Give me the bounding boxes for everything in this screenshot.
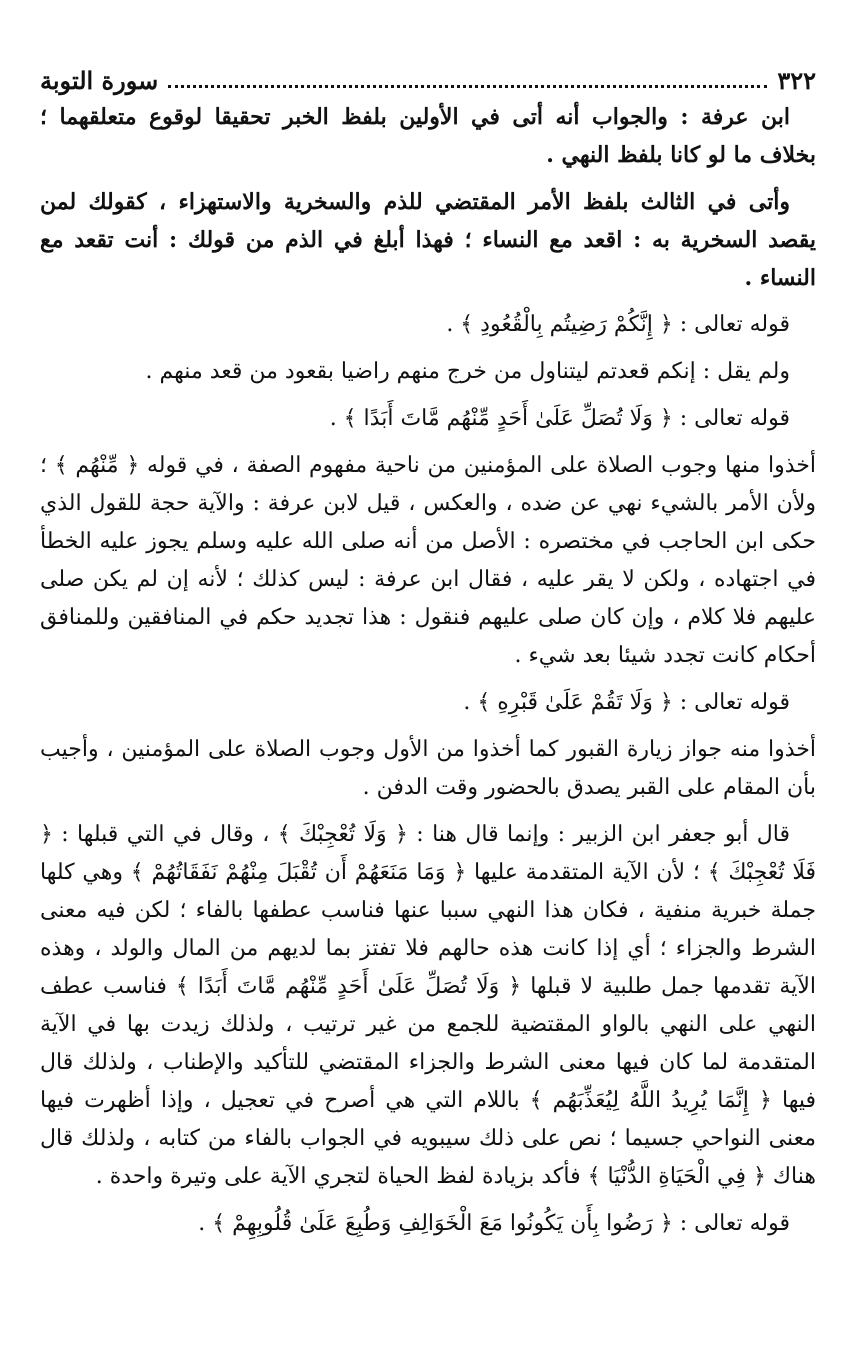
verse-heading: قوله تعالى : ﴿ وَلَا تَقُمْ عَلَىٰ قَبْرِهِ ﴾ . [463, 690, 790, 715]
paragraph: قال أبو جعفر ابن الزبير : وإنما قال هنا : ﴿ وَلَا تُعْجِبْكَ ﴾ ، وقال في التي قبلها : ﴿ فَلَا تُعْجِبْكَ ﴾ ؛ لأن الآية المتقدمة عليها ﴿ وَمَا مَنَعَهُمْ أَن تُقْبَلَ مِنْهُمْ نَفَقَاتُهُمْ ﴾ وهي كلها جملة خبرية منفية ، فكان هذا النهي سببا عنها فناسب عطفها بالفاء ؛ لكن فيه معنى الشرط والجزاء ؛ أي إذا كانت هذه حالهم فلا تفتز بما لديهم من المال والولد ، وهذه الآية تقدمها جمل طلبية لا قبلها ﴿ وَلَا تُصَلِّ عَلَىٰ أَحَدٍ مِّنْهُم مَّاتَ أَبَدًا ﴾ فناسب عطف النهي على النهي بالواو المقتضية للجمع من غير ترتيب ، ولذلك زيدت بها في الآية المتقدمة لما كان فيها معنى الشرط والجزاء المقتضي للتأكيد والإطناب ، ولذلك قال فيها ﴿ إِنَّمَا يُرِيدُ اللَّهُ لِيُعَذِّبَهُم ﴾ باللام التي هي أصرح في تعجيل ، وإذا أظهرت فيها معنى النواحي جسيما ؛ نص على ذلك سيبويه في الجواب بالفاء من كتابه ، ولذلك قال هناك ﴿ فِي الْحَيَاةِ الدُّنْيَا ﴾ فأكد بزيادة لفظ الحياة لتجري الآية على وتيرة واحدة . [40, 822, 816, 1189]
verse-heading: قوله تعالى : ﴿ إِنَّكُمْ رَضِيتُم بِالْقُعُودِ ﴾ . [446, 312, 790, 337]
paragraph: وأتى في الثالث بلفظ الأمر المقتضي للذم والسخرية والاستهزاء ، كقولك لمن يقصد السخرية به : اقعد مع النساء ؛ فهذا أبلغ في الذم من قولك : أنت تقعد مع النساء . [40, 189, 816, 291]
surah-title: سورة التوبة [40, 65, 159, 95]
verse-heading: قوله تعالى : ﴿ رَضُوا بِأَن يَكُونُوا مَعَ الْخَوَالِفِ وَطُبِعَ عَلَىٰ قُلُوبِهِمْ ﴾ . [198, 1211, 790, 1236]
page-number: ٣٢٢ [777, 65, 816, 95]
header-dotted-rule [168, 73, 767, 88]
page-header [40, 62, 816, 98]
verse-heading: قوله تعالى : ﴿ وَلَا تُصَلِّ عَلَىٰ أَحَدٍ مِّنْهُم مَّاتَ أَبَدًا ﴾ . [329, 406, 790, 431]
paragraph: أخذوا منه جواز زيارة القبور كما أخذوا من الأول وجوب الصلاة على المؤمنين ، وأجيب بأن المقام على القبر يصدق بالحضور وقت الدفن . [40, 737, 816, 800]
paragraph: أخذوا منها وجوب الصلاة على المؤمنين من ناحية مفهوم الصفة ، في قوله ﴿ مِّنْهُم ﴾ ؛ ولأن الأمر بالشيء نهي عن ضده ، والعكس ، قيل لابن عرفة : والآية حجة للقول الذي حكى ابن الحاجب في مختصره : الأصل من أنه صلى الله عليه وسلم يجوز عليه الخطأ في اجتهاده ، ولكن لا يقر عليه ، فقال ابن عرفة : ليس كذلك ؛ لأنه إن لم يكن صلى عليهم فلا كلام ، وإن كان صلى عليهم فنقول : هذا تجديد حكم في المنافقين وللمنافق أحكام كانت تجدد شيئا بعد شيء . [40, 453, 816, 668]
book-page [40, 62, 816, 1252]
paragraph: ولم يقل : إنكم قعدتم ليتناول من خرج منهم راضيا بقعود من قعد منهم . [145, 359, 790, 384]
paragraph: ابن عرفة : والجواب أنه أتى في الأولين بلفظ الخبر تحقيقا لوقوع متعلقهما ؛ بخلاف ما لو كانا بلفظ النهي . [40, 104, 816, 168]
